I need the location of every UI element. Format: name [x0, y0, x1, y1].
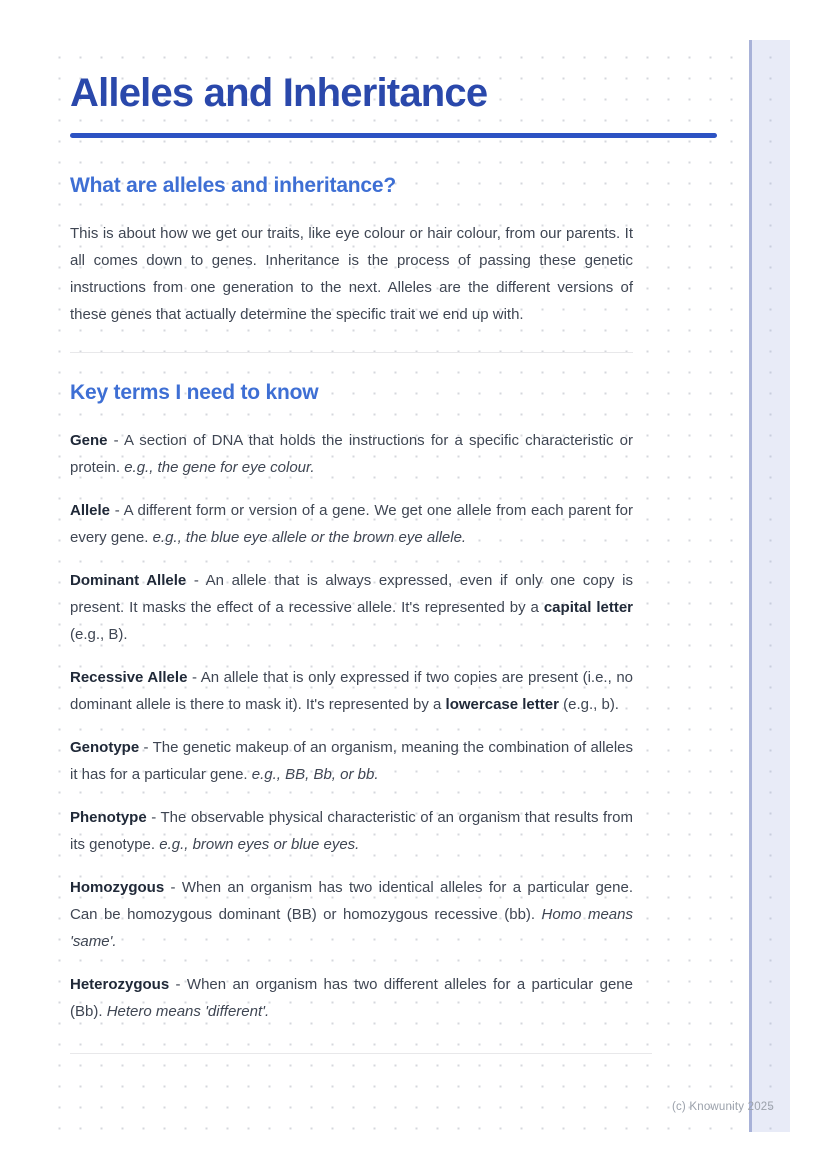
term-example: e.g., brown eyes or blue eyes. — [159, 836, 360, 853]
page-title: Alleles and Inheritance — [70, 71, 488, 115]
term-definition: (e.g., b). — [558, 696, 619, 713]
terms-list — [70, 427, 633, 1025]
page-content — [70, 40, 633, 1054]
term-phenotype — [70, 804, 633, 858]
term-gene — [70, 427, 633, 481]
title-underline-rule — [70, 133, 717, 138]
term-recessive-allele — [70, 664, 633, 718]
term-example: e.g., the blue eye allele or the brown eye allele. — [152, 529, 467, 546]
section-heading-intro: What are alleles and inheritance? — [70, 174, 397, 197]
term-example: e.g., the gene for eye colour. — [124, 459, 315, 476]
term-emphasis: Allele — [70, 502, 111, 519]
term-emphasis: Genotype — [70, 739, 140, 756]
term-emphasis: Dominant Allele — [70, 572, 187, 589]
term-definition: (e.g., B). — [70, 626, 128, 643]
term-emphasis: Recessive Allele — [70, 669, 188, 686]
term-definition: - A section of DNA that holds the instructions for a specific characteristic or protein. — [70, 432, 633, 476]
term-example: e.g., BB, Bb, or bb. — [251, 766, 379, 783]
term-emphasis: Heterozygous — [70, 976, 170, 993]
term-definition: - An allele that is only expressed if two copies are present (i.e., no dominant allele is there to mask it). It's represented by a — [70, 669, 634, 713]
term-definition: - An allele that is always expressed, even if only one copy is present. It masks the effect of a recessive allele. It's represented by a — [70, 572, 633, 616]
term-emphasis: capital letter — [543, 599, 633, 616]
term-heterozygous — [70, 971, 633, 1025]
term-definition: - A different form or version of a gene. We get one allele from each parent for every gene. — [70, 502, 633, 546]
section-heading-key-terms: Key terms I need to know — [70, 381, 319, 404]
term-allele — [70, 497, 633, 551]
term-emphasis: Homozygous — [70, 879, 165, 896]
notes-page — [44, 40, 790, 1132]
term-genotype — [70, 734, 633, 788]
copyright-watermark: (c) Knowunity 2025 — [671, 1101, 774, 1113]
term-emphasis: Gene — [70, 432, 108, 449]
term-emphasis: lowercase letter — [445, 696, 559, 713]
term-dominant-allele — [70, 567, 633, 648]
section-divider-bottom — [70, 1053, 652, 1054]
term-example: Hetero means 'different'. — [106, 1003, 270, 1020]
term-definition: - When an organism has two different alleles for a particular gene (Bb). — [70, 976, 633, 1020]
term-example: Homo means 'same'. — [70, 906, 633, 950]
term-definition: - When an organism has two identical alleles for a particular gene. Can be homozygous dominant (BB) or homozygous recessive (bb). — [70, 879, 633, 923]
term-definition: - The genetic makeup of an organism, meaning the combination of alleles it has for a particular gene. — [70, 739, 633, 783]
term-definition: - The observable physical characteristic of an organism that results from its genotype. — [70, 809, 633, 853]
term-emphasis: Phenotype — [70, 809, 147, 826]
intro-paragraph: This is about how we get our traits, like eye colour or hair colour, from our parents. It all comes down to genes. Inheritance is the process of passing these genetic instructions from one generation to the next. Alleles are the different versions of these genes that actually determine the specific trait we end up with. — [70, 225, 633, 323]
term-homozygous — [70, 874, 633, 955]
notebook-margin-strip — [749, 40, 790, 1132]
section-divider-top — [70, 352, 633, 353]
